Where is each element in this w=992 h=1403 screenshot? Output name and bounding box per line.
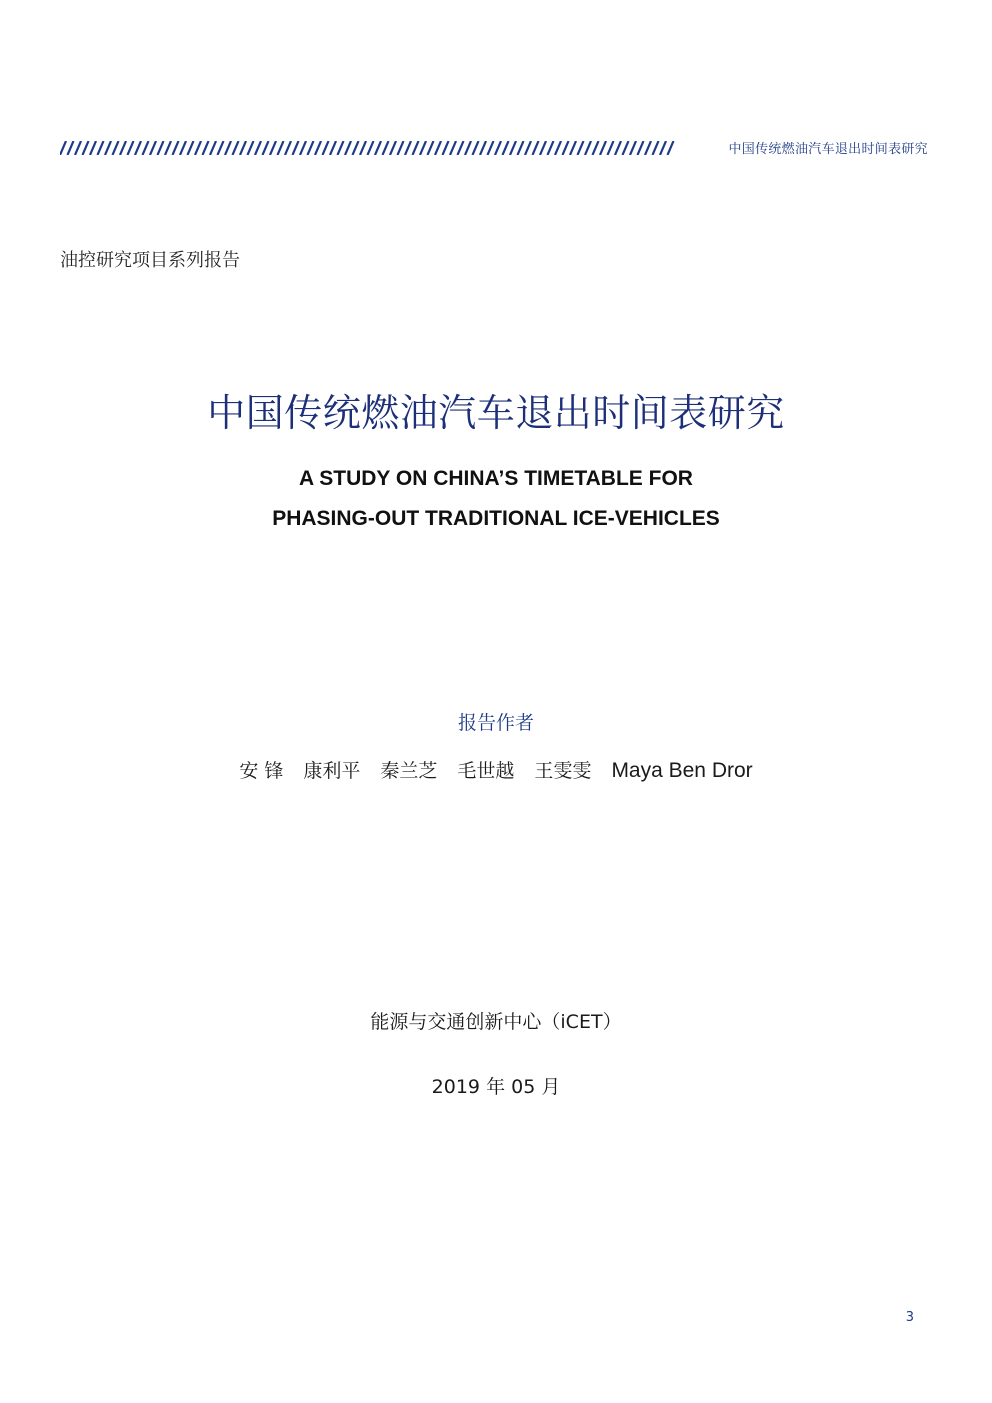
stripe-mark (233, 141, 239, 155)
stripe-mark (593, 141, 599, 155)
stripe-mark (488, 141, 494, 155)
stripe-mark (585, 141, 591, 155)
stripe-mark (158, 141, 164, 155)
stripe-mark (150, 141, 156, 155)
stripe-mark (360, 141, 366, 155)
stripe-mark (503, 141, 509, 155)
stripe-mark (345, 141, 351, 155)
stripe-mark (623, 141, 629, 155)
stripe-mark (390, 141, 396, 155)
stripe-mark (653, 141, 659, 155)
stripe-mark (143, 141, 149, 155)
stripe-mark (165, 141, 171, 155)
series-label: 油控研究项目系列报告 (60, 250, 240, 271)
stripe-mark (240, 141, 246, 155)
stripe-mark (75, 141, 81, 155)
stripe-mark (278, 141, 284, 155)
stripe-mark (638, 141, 644, 155)
stripe-mark (248, 141, 254, 155)
stripe-mark (615, 141, 621, 155)
stripe-mark (525, 141, 531, 155)
stripe-mark (113, 141, 119, 155)
stripe-mark (435, 141, 441, 155)
stripe-mark (645, 141, 651, 155)
stripe-mark (450, 141, 456, 155)
author-name: 毛世越 (457, 760, 515, 782)
stripe-mark (315, 141, 321, 155)
stripe-mark (353, 141, 359, 155)
stripe-mark (383, 141, 389, 155)
author-name: Maya Ben Dror (611, 759, 753, 782)
stripe-mark (263, 141, 269, 155)
stripe-mark (518, 141, 524, 155)
stripe-mark (420, 141, 426, 155)
stripe-mark (195, 141, 201, 155)
stripe-mark (180, 141, 186, 155)
stripe-mark (68, 141, 74, 155)
stripe-mark (368, 141, 374, 155)
stripe-mark (188, 141, 194, 155)
stripe-mark (135, 141, 141, 155)
stripe-mark (173, 141, 179, 155)
stripe-mark (255, 141, 261, 155)
stripe-mark (480, 141, 486, 155)
stripe-mark (555, 141, 561, 155)
author-name: 秦兰芝 (380, 760, 438, 782)
stripe-mark (375, 141, 381, 155)
authors-list (0, 758, 992, 784)
stripe-mark (668, 141, 674, 155)
stripe-mark (578, 141, 584, 155)
stripe-mark (428, 141, 434, 155)
stripe-mark (308, 141, 314, 155)
stripe-mark (563, 141, 569, 155)
stripe-mark (270, 141, 276, 155)
stripe-mark (60, 141, 66, 155)
stripe-mark (495, 141, 501, 155)
stripe-mark (600, 141, 606, 155)
stripe-mark (570, 141, 576, 155)
page-number: 3 (905, 1310, 914, 1325)
header-stripe-decoration (60, 141, 680, 155)
stripe-mark (90, 141, 96, 155)
author-name: 康利平 (303, 760, 361, 782)
stripe-mark (458, 141, 464, 155)
stripe-mark (510, 141, 516, 155)
stripe-mark (540, 141, 546, 155)
stripe-mark (465, 141, 471, 155)
stripe-mark (405, 141, 411, 155)
stripe-mark (300, 141, 306, 155)
organization-name: 能源与交通创新中心（iCET） (370, 1011, 622, 1033)
stripe-mark (128, 141, 134, 155)
report-title-zh: 中国传统燃油汽车退出时间表研究 (207, 391, 785, 435)
stripe-mark (83, 141, 89, 155)
running-header-title: 中国传统燃油汽车退出时间表研究 (728, 142, 928, 157)
stripe-mark (203, 141, 209, 155)
stripe-mark (105, 141, 111, 155)
stripe-mark (630, 141, 636, 155)
stripe-mark (330, 141, 336, 155)
author-name: 王雯雯 (534, 760, 592, 782)
stripe-mark (413, 141, 419, 155)
stripe-mark (98, 141, 104, 155)
stripe-mark (338, 141, 344, 155)
stripe-mark (293, 141, 299, 155)
stripe-mark (548, 141, 554, 155)
stripe-mark (218, 141, 224, 155)
stripe-mark (210, 141, 216, 155)
author-name: 安 锋 (239, 760, 284, 782)
stripe-mark (398, 141, 404, 155)
stripe-mark (443, 141, 449, 155)
authors-heading: 报告作者 (457, 712, 534, 734)
publication-date: 2019 年 05 月 (431, 1076, 561, 1098)
stripe-mark (608, 141, 614, 155)
stripe-mark (225, 141, 231, 155)
stripe-mark (285, 141, 291, 155)
stripe-mark (533, 141, 539, 155)
report-title-en-line-1: A STUDY ON CHINA’S TIMETABLE FOR (299, 467, 693, 490)
stripe-mark (323, 141, 329, 155)
stripe-mark (473, 141, 479, 155)
report-title-en-line-2: PHASING-OUT TRADITIONAL ICE-VEHICLES (272, 507, 720, 530)
stripe-mark (120, 141, 126, 155)
stripe-mark (660, 141, 666, 155)
